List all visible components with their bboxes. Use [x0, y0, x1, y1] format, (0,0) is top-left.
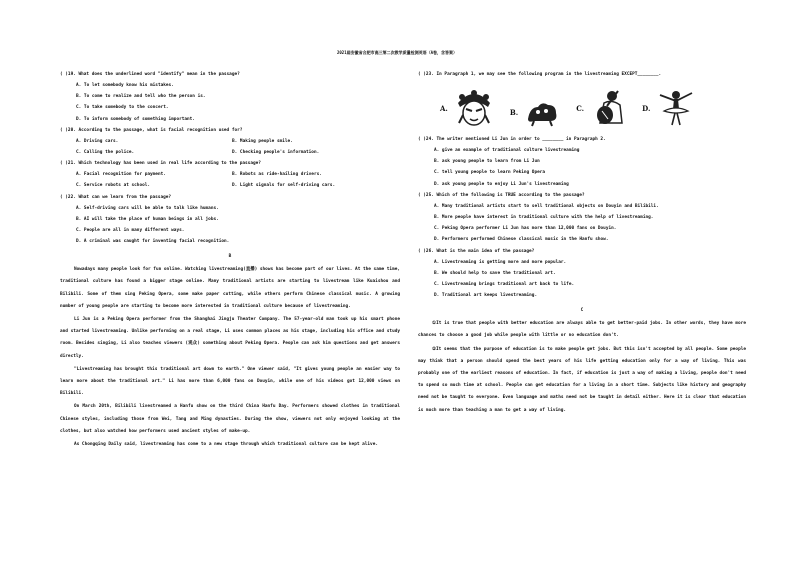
question-19-stem: ( )19. What does the underlined word "identify" mean in the passage? [60, 72, 240, 77]
q23-picture-options [418, 89, 746, 127]
q21-option-d: D. Light signals for self-driving cars. [232, 183, 336, 189]
q22-option-b: B. AI will take the place of human beings in all jobs. [76, 216, 219, 222]
q23-option-c [576, 89, 626, 127]
q20-option-a: A. Driving cars. [76, 138, 119, 144]
question-21-stem: ( )21. Which technology has been used in real life according to the passage? [60, 161, 261, 167]
q21-option-a: A. Facial recognition for payment. [76, 172, 166, 178]
page-header: 2021届安徽省合肥市高三第二次教学质量检测英语（A卷，含答案） [336, 50, 458, 55]
q19-option-d: D. To inform somebody of something important. [76, 116, 195, 122]
question-20-stem: ( )20. According to the passage, what is facial recognition used for? [60, 127, 243, 133]
q21-option-b: B. Robots as ride-hailing drivers. [232, 172, 322, 178]
q24-option-a: A. give an example of traditional culture livestreaming [434, 148, 580, 153]
q19-option-c: C. To take somebody to the concert. [76, 105, 169, 111]
q21-options-row-2 [60, 183, 400, 194]
question-26-stem: ( )26. What is the main idea of the passage? [418, 248, 535, 254]
q26-option-d: D. Traditional art keeps livestreaming. [434, 293, 538, 299]
q25-option-d: D. Performers performed Chinese classical music in the Hanfu show. [434, 237, 609, 243]
question-23-stem: ( )23. In Paragraph 1, we may see the following program in the livestreaming EXCEPT________. [418, 72, 662, 77]
q25-option-a: A. Many traditional artists start to sell traditional objects on Douyin and Bilibili. [434, 203, 659, 209]
passage-b-paragraph-1: Nowadays many people look for fun online. Watching livestreaming(直播) shows has become part of our lives. At the same time, traditional culture has found a bigger stage online. Many traditional artists are starting to livestream like Kuaishou and Bilibili. Some of them sing Peking Opera, some make paper cutting, while others perform Chinese classical music. A growing number of young people are starting to become more interested in traditional culture because of livestreaming. [60, 267, 400, 309]
q23-option-d [642, 89, 696, 127]
q26-option-c: C. Livestreaming brings traditional art back to life. [434, 281, 575, 287]
q24-option-d: D. ask young people to enjoy Li Jun's livestreaming [434, 181, 569, 187]
ballet-dancer-icon [656, 89, 696, 127]
q24-option-c: C. tell young people to learn Peking Opera [434, 170, 546, 176]
q21-option-c: C. Service robots at school. [76, 183, 151, 189]
paper-cutting-icon [524, 97, 560, 127]
q19-option-a: A. To let somebody know his mistakes. [76, 83, 174, 88]
q22-option-a: A. Self-driving cars will be able to talk like humans. [76, 205, 219, 211]
q26-option-b: B. We should help to save the traditional art. [434, 270, 556, 276]
q26-option-a: A. Livestreaming is getting more and more popular. [434, 259, 567, 265]
section-b-title: B [228, 254, 232, 260]
q24-option-b: B. ask young people to learn from Li Jun [434, 159, 540, 165]
question-24-stem: ( )24. The writer mentioned Li Jun in order to ________ in Paragraph 2. [418, 137, 606, 142]
q25-option-c: C. Peking Opera performer Li Jun has more than 12,000 fans on Douyin. [434, 226, 617, 232]
opera-mask-icon [454, 89, 494, 127]
section-c-title: C [580, 308, 584, 314]
left-column [60, 72, 400, 452]
q20-options-row-1 [60, 139, 400, 150]
passage-b-paragraph-3: "Livestreaming has brought this traditional art down to earth." One viewer said, "It gives young people an easier way to learn more about the traditional art." Li has more than 6,000 fans on Douyin, while one of his videos got 12,000 views on Bilibili. [60, 366, 400, 397]
passage-b-paragraph-2: Li Jun is a Peking Opera performer from the Shanghai Jingju Theater Company. The 57-year-old man took up his smart phone and started livestreaming. Unlike performing on a real stage, Li uses common places as his stage, including his office and study room. Besides singing, Li also teaches viewers (观众) something about Peking Opera. People can ask him questions and get answers directly. [60, 317, 400, 359]
q19-option-b: B. To come to realize and tell who the person is. [76, 94, 206, 100]
q21-options-row-1 [60, 172, 400, 183]
passage-c-paragraph-1: ①It is true that people with better education are always able to get better-paid jobs. In other words, they have more chances to choose a good job while people with little or no education don't. [418, 321, 746, 339]
q23-option-b-letter: B. [509, 107, 519, 117]
q23-option-c-letter: C. [576, 103, 585, 113]
q20-option-b: B. Making people smile. [232, 138, 293, 144]
q23-option-b [510, 97, 560, 127]
q22-option-d: D. A criminal was caught for inventing facial recognition. [76, 239, 230, 245]
q25-option-b: B. More people have interest in traditional culture with the help of livestreaming. [434, 214, 654, 220]
q23-option-d-letter: D. [642, 103, 651, 113]
q22-option-c: C. People are all in many different ways. [76, 227, 185, 233]
pipa-player-icon [590, 89, 626, 127]
passage-b-paragraph-4: On March 20th, Bilibili livestreamed a Hanfu show on the third China Hanfu Day. Performers showed clothes in traditional Chinese styles, including those from Wei, Tang and Ming dynasties. During the show, viewers not only enjoyed looking at the clothes, but also watched how performers used ancient styles of make-up. [60, 404, 400, 434]
q20-options-row-2 [60, 150, 400, 161]
passage-b-paragraph-5: As Chongqing Daily said, livestreaming has come to a new stage through which traditional culture can be kept alive. [74, 442, 378, 448]
question-22-stem: ( )22. What can we learn from the passage? [60, 194, 172, 200]
right-column [418, 72, 746, 418]
q20-option-d: D. Checking people's information. [232, 149, 320, 155]
q20-option-c: C. Calling the police. [76, 149, 135, 155]
q23-option-a-letter: A. [440, 103, 448, 113]
question-25-stem: ( )25. Which of the following is TRUE according to the passage? [418, 192, 585, 198]
passage-c-paragraph-2: ②It seems that the purpose of education is to make people get jobs. But this isn't accepted by all people. Some people may think that a person should spend the best years of his life getting education only for a way of living. This was probably one of the earliest reasons of education. In fact, if education is just a way of making a living, people don't need to spend so much time at school. People can get education for a living in a short time. Subjects like history and geography need not be taught to everyone. Even language and maths need not be taught in detail either. Here it is clear that education is much more than teaching a man to get a way of living. [418, 346, 746, 413]
q23-option-a [440, 89, 494, 127]
